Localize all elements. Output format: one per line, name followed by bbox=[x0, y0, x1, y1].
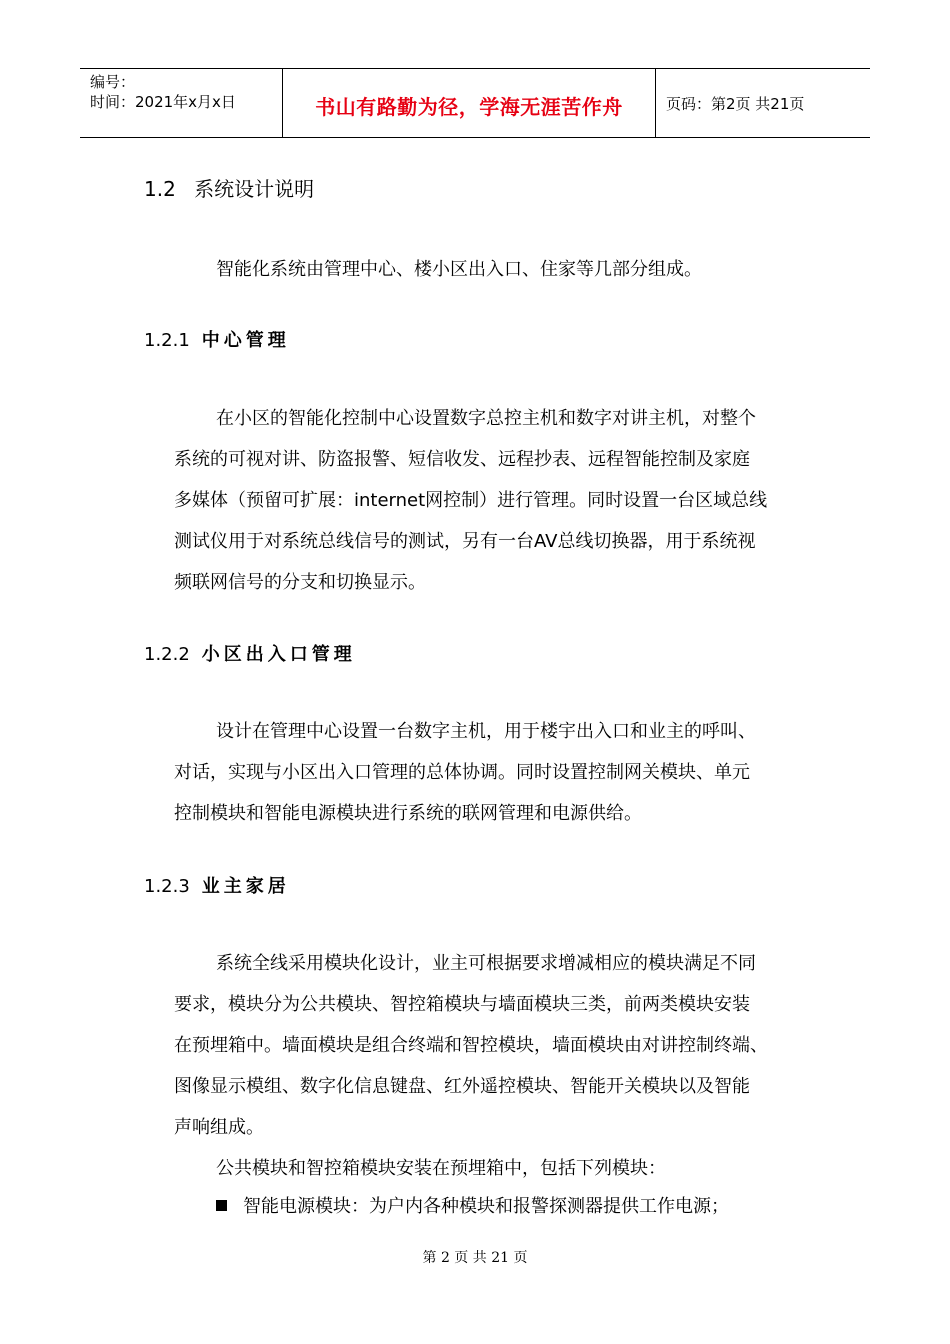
paragraph-line: 设计在管理中心设置一台数字主机，用于楼宇出入口和业主的呼叫、 bbox=[216, 721, 756, 742]
section-number: 1.2 bbox=[144, 177, 176, 201]
subsection-title: 小区出入口管理 bbox=[201, 644, 356, 665]
subsection-heading-entrance bbox=[144, 640, 356, 666]
motto: 书山有路勤为径，学海无涯苦作舟 bbox=[315, 95, 623, 119]
paragraph-line: 对话，实现与小区出入口管理的总体协调。同时设置控制网关模块、单元 bbox=[174, 762, 750, 783]
subsection-title: 业主家居 bbox=[201, 876, 290, 897]
subsection-title: 中心管理 bbox=[201, 330, 290, 351]
paragraph-line: 在小区的智能化控制中心设置数字总控主机和数字对讲主机，对整个 bbox=[216, 408, 756, 429]
bullet-text: 智能电源模块：为户内各种模块和报警探测器提供工作电源； bbox=[243, 1196, 729, 1217]
paragraph-line: 系统的可视对讲、防盗报警、短信收发、远程抄表、远程智能控制及家庭 bbox=[174, 449, 750, 470]
subsection-heading-home bbox=[144, 872, 290, 898]
subsection-heading-center bbox=[144, 326, 290, 352]
paragraph-line: 多媒体（预留可扩展：internet网控制）进行管理。同时设置一台区域总线 bbox=[174, 490, 768, 511]
time-label: 时间：2021年x月x日 bbox=[90, 93, 236, 111]
subsection-number: 1.2.1 bbox=[144, 330, 190, 351]
subsection-number: 1.2.3 bbox=[144, 876, 190, 897]
paragraph-line: 公共模块和智控箱模块安装在预埋箱中，包括下列模块： bbox=[216, 1158, 666, 1179]
paragraph-line: 测试仪用于对系统总线信号的测试，另有一台AV总线切换器，用于系统视 bbox=[174, 531, 756, 552]
bullet-item bbox=[216, 1192, 729, 1218]
subsection-number: 1.2.2 bbox=[144, 644, 190, 665]
square-bullet-icon bbox=[216, 1200, 227, 1211]
section-heading bbox=[144, 173, 314, 202]
paragraph-line: 图像显示模组、数字化信息键盘、红外遥控模块、智能开关模块以及智能 bbox=[174, 1076, 750, 1097]
paragraph-line: 控制模块和智能电源模块进行系统的联网管理和电源供给。 bbox=[174, 803, 642, 824]
page-footer: 第 2 页 共 21 页 bbox=[422, 1250, 528, 1266]
page-info: 页码：第2页 共21页 bbox=[666, 95, 805, 113]
header-motto-cell bbox=[282, 69, 656, 137]
paragraph-line: 在预埋箱中。墙面模块是组合终端和智控模块，墙面模块由对讲控制终端、 bbox=[174, 1035, 768, 1056]
code-label: 编号： bbox=[90, 73, 136, 91]
paragraph-line: 频联网信号的分支和切换显示。 bbox=[174, 572, 426, 593]
section-intro: 智能化系统由管理中心、楼小区出入口、住家等几部分组成。 bbox=[216, 259, 702, 280]
paragraph-line: 声响组成。 bbox=[174, 1117, 264, 1138]
header-page-cell bbox=[656, 69, 870, 137]
paragraph-line: 要求，模块分为公共模块、智控箱模块与墙面模块三类，前两类模块安装 bbox=[174, 994, 750, 1015]
document-header bbox=[80, 68, 870, 138]
section-title: 系统设计说明 bbox=[194, 177, 315, 201]
header-meta-cell bbox=[80, 69, 280, 137]
paragraph-line: 系统全线采用模块化设计，业主可根据要求增减相应的模块满足不同 bbox=[216, 953, 756, 974]
